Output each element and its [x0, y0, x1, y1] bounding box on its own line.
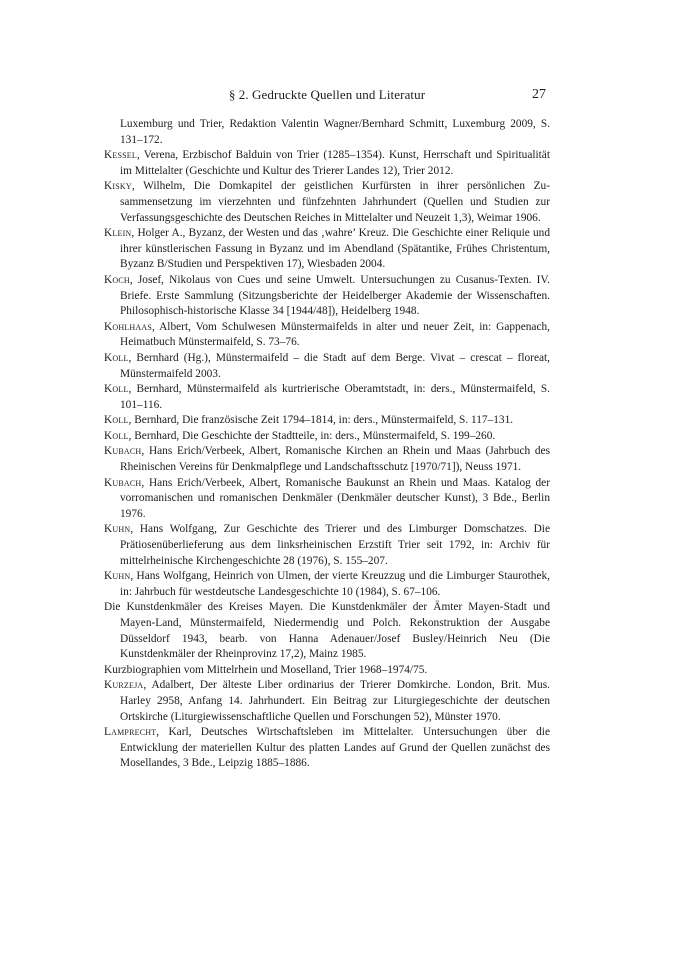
entry-text: , Wilhelm, Die Domkapitel der geistlichen Kurfürsten in ihrer persönlichen Zusammensetzung im vierzehnten und fünfzehnten Jahrhundert (Quellen und Studien zur Verfassungsgeschichte des Deutschen Reiches in Mittelalter und Neuzeit 1,3), Weimar 1906. [120, 180, 550, 224]
bibliography-entry [104, 117, 550, 148]
entry-author: Koll [104, 429, 129, 442]
entry-author: Lamprecht [104, 726, 157, 739]
entry-author: Kuhn [104, 570, 131, 583]
entry-text: , Holger A., Byzanz, der Westen und das ‚wahre’ Kreuz. Die Geschichte einer Reliquie und ihrer künstlerischen Fassung in Byzanz und im Abendland (Spätantike, Frühes Christentum, Byzanz B/Studien und Perspektiven 17), Wiesbaden 2004. [120, 227, 550, 271]
entry-text: , Bernhard (Hg.), Münstermaifeld – die Stadt auf dem Berge. Vivat – crescat – floreat, Münstermaifeld 2003. [120, 351, 550, 380]
bibliography-entry [104, 600, 550, 662]
page-number: 27 [532, 87, 546, 102]
entry-text: , Hans Wolfgang, Heinrich von Ulmen, der vierte Kreuzzug und die Limburger Staurothek, in: Jahrbuch für westdeutsche Landesgeschichte 10 (1984), S. 67–106. [120, 570, 550, 598]
entry-author: Kuhn [104, 523, 131, 536]
entry-text: Luxemburg und Trier, Redaktion Valentin Wagner/Bernhard Schmitt, Luxemburg 2009, S. 131–172. [120, 118, 550, 146]
bibliography-entry [104, 273, 550, 320]
bibliography-entry [104, 179, 550, 226]
entry-text: , Hans Wolfgang, Zur Geschichte des Trierer und des Limburger Domschatzes. Die Prätiosenüberlieferung aus dem linksrheinischen Erzstift Trier seit 1792, in: Archiv für mittelrheinische Kirchengeschichte 28 (1976), S. 155–207. [120, 523, 550, 567]
entry-author: Kessel [104, 149, 137, 162]
entry-text: , Hans Erich/Verbeek, Albert, Romanische Baukunst an Rhein und Maas. Katalog der vorromanischen und romanischen Denkmäler (Denkmäler deutscher Kunst), 3 Bde., Berlin 1976. [120, 476, 550, 520]
entry-author: Klein [104, 227, 132, 240]
bibliography-entry [104, 320, 550, 351]
bibliography-entry [104, 226, 550, 273]
entry-author: Kubach [104, 476, 142, 489]
bibliography-entry [104, 382, 550, 413]
entry-text: , Hans Erich/Verbeek, Albert, Romanische Kirchen an Rhein und Maas (Jahrbuch des Rheinischen Vereins für Denkmalpflege und Landschaftsschutz [1970/71]), Neuss 1971. [120, 445, 550, 474]
entry-text: , Karl, Deutsches Wirtschaftsleben im Mittelalter. Untersuchungen über die Entwicklung der materiellen Kultur des platten Landes auf Grund der Quellen zunächst des Mosellandes, 3 Bde., Leipzig 1885–1886. [120, 726, 550, 770]
entry-author: Koll [104, 383, 129, 396]
bibliography-entry [104, 413, 550, 429]
entry-author: Koch [104, 273, 130, 286]
book-page [104, 86, 550, 772]
bibliography-entry [104, 148, 550, 179]
entry-author: Koll [104, 414, 129, 427]
bibliography-entry [104, 663, 550, 679]
entry-text: , Adalbert, Der älteste Liber ordinarius der Trierer Domkirche. London, Brit. Mus. Harley 2958, Anfang 14. Jahrhundert. Ein Beitrag zur Liturgiegeschichte der deutschen Ortskirche (Liturgiewissenschaftliche Quellen und Forschungen 52), Münster 1970. [120, 679, 550, 723]
bibliography-entry [104, 725, 550, 772]
entry-text: Kurzbiographien vom Mittelrhein und Moselland, Trier 1968–1974/75. [104, 663, 428, 676]
entry-author: Kurzeja [104, 679, 144, 692]
entry-text: , Bernhard, Münstermaifeld als kurtrierische Oberamtstadt, in: ders., Münstermaifeld, S. 101–116. [120, 383, 550, 411]
running-title: § 2. Gedruckte Quellen und Literatur [228, 87, 426, 102]
bibliography-entry [104, 522, 550, 569]
entry-text: , Albert, Vom Schulwesen Münstermaifelds in alter und neuer Zeit, in: Gappenach, Heimatbuch Münstermaifeld, S. 73–76. [120, 320, 550, 349]
bibliography-entry [104, 678, 550, 725]
entry-author: Kubach [104, 445, 142, 458]
bibliography-entry [104, 569, 550, 600]
entry-text: Die Kunstdenkmäler des Kreises Mayen. Die Kunstdenkmäler der Ämter Mayen-Stadt und Mayen-Land, Münstermaifeld, Niedermendig und Polch. Rekonstruktion der Ausgabe Düsseldorf 1943, bearb. von Hanna Adenauer/Josef Busley/Heinrich Neu (Die Kunstdenkmäler der Rheinprovinz 17,2), Mainz 1985. [104, 601, 550, 661]
entry-text: , Bernhard, Die Geschichte der Stadtteile, in: ders., Münstermaifeld, S. 199–260. [128, 429, 496, 442]
entry-text: , Bernhard, Die französische Zeit 1794–1814, in: ders., Münstermaifeld, S. 117–131. [128, 414, 514, 427]
entry-author: Koll [104, 351, 129, 364]
bibliography-entry [104, 351, 550, 382]
bibliography-entry [104, 476, 550, 523]
entry-author: Kisky [104, 180, 132, 193]
entry-text: , Josef, Nikolaus von Cues und seine Umwelt. Untersuchungen zu Cusanus-Texten. IV. Briefe. Erste Sammlung (Sitzungsberichte der Heidelberger Akademie der Wissenschaften. Philosophisch-historische Klasse 34 [1944/48]), Heidelberg 1948. [120, 273, 550, 318]
bibliography-entry [104, 444, 550, 475]
entry-text: , Verena, Erzbischof Balduin von Trier (1285–1354). Kunst, Herrschaft und Spiritualität im Mittelalter (Geschichte und Kultur des Trierer Landes 12), Trier 2012. [120, 149, 550, 177]
bibliography-entry [104, 429, 550, 445]
running-header [104, 86, 550, 104]
entry-author: Kohlhaas [104, 320, 153, 333]
bibliography-list [104, 117, 550, 772]
